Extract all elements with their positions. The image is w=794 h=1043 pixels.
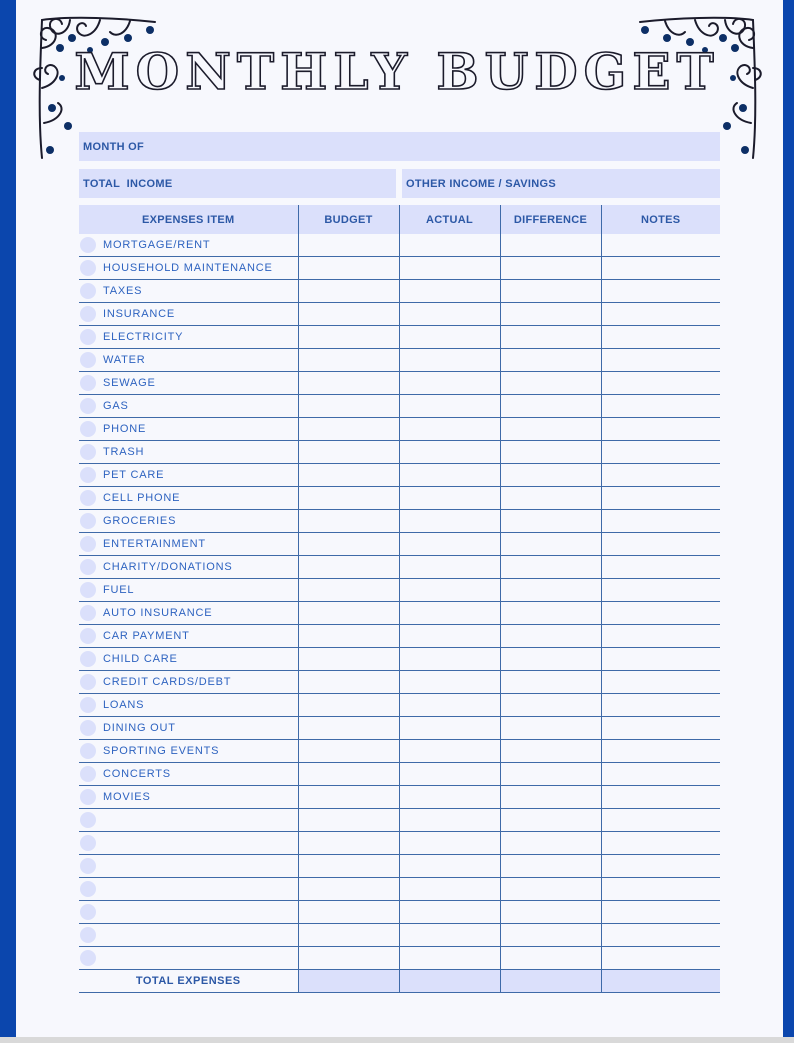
checkbox-circle[interactable]: [80, 835, 96, 851]
budget-cell[interactable]: [298, 510, 399, 533]
actual-cell[interactable]: [399, 234, 500, 257]
table-row: [79, 878, 720, 901]
difference-cell[interactable]: [500, 441, 601, 464]
difference-cell[interactable]: [500, 901, 601, 924]
checkbox-circle[interactable]: [80, 306, 96, 322]
actual-cell[interactable]: [399, 947, 500, 970]
notes-cell[interactable]: [601, 763, 720, 786]
checkbox-circle[interactable]: [80, 398, 96, 414]
difference-cell[interactable]: [500, 878, 601, 901]
expense-item-cell[interactable]: [79, 648, 298, 671]
table-row: [79, 487, 720, 510]
table-row: [79, 533, 720, 556]
expense-item-label: LOANS: [103, 699, 145, 711]
expense-item-label: MOVIES: [103, 791, 151, 803]
expense-item-cell[interactable]: [79, 809, 298, 832]
difference-cell[interactable]: [500, 648, 601, 671]
difference-cell[interactable]: [500, 809, 601, 832]
checkbox-circle[interactable]: [80, 927, 96, 943]
table-row: [79, 441, 720, 464]
total-budget-cell[interactable]: [298, 970, 399, 993]
budget-cell[interactable]: [298, 418, 399, 441]
actual-cell[interactable]: [399, 418, 500, 441]
difference-cell[interactable]: [500, 326, 601, 349]
expense-item-cell[interactable]: [79, 487, 298, 510]
table-row: [79, 464, 720, 487]
actual-cell[interactable]: [399, 303, 500, 326]
actual-cell[interactable]: [399, 832, 500, 855]
expense-item-label: HOUSEHOLD MAINTENANCE: [103, 262, 273, 274]
page-bottom-edge: [0, 1037, 794, 1043]
budget-cell[interactable]: [298, 717, 399, 740]
difference-cell[interactable]: [500, 510, 601, 533]
other-income-label: OTHER INCOME / SAVINGS: [406, 177, 557, 190]
table-row: [79, 372, 720, 395]
budget-cell[interactable]: [298, 924, 399, 947]
table-row: [79, 924, 720, 947]
difference-cell[interactable]: [500, 924, 601, 947]
budget-cell[interactable]: [298, 556, 399, 579]
table-row: [79, 395, 720, 418]
expense-item-cell[interactable]: [79, 234, 298, 257]
difference-cell[interactable]: [500, 280, 601, 303]
actual-cell[interactable]: [399, 533, 500, 556]
column-header: ACTUAL: [399, 205, 500, 234]
table-row: [79, 234, 720, 257]
notes-cell[interactable]: [601, 441, 720, 464]
budget-cell[interactable]: [298, 625, 399, 648]
table-row: [79, 855, 720, 878]
table-row: [79, 809, 720, 832]
actual-cell[interactable]: [399, 510, 500, 533]
difference-cell[interactable]: [500, 487, 601, 510]
expense-item-cell[interactable]: [79, 855, 298, 878]
difference-cell[interactable]: [500, 832, 601, 855]
expense-item-cell[interactable]: [79, 740, 298, 763]
expense-item-cell[interactable]: [79, 717, 298, 740]
expense-item-label: CELL PHONE: [103, 492, 181, 504]
table-row: [79, 257, 720, 280]
table-row: [79, 303, 720, 326]
expenses-table: [79, 205, 720, 993]
checkbox-circle[interactable]: [80, 559, 96, 575]
table-row: [79, 418, 720, 441]
difference-cell[interactable]: [500, 464, 601, 487]
actual-cell[interactable]: [399, 763, 500, 786]
budget-cell[interactable]: [298, 326, 399, 349]
actual-cell[interactable]: [399, 602, 500, 625]
budget-cell[interactable]: [298, 809, 399, 832]
total-expenses-label: TOTAL EXPENSES: [79, 970, 298, 993]
actual-cell[interactable]: [399, 648, 500, 671]
notes-cell[interactable]: [601, 924, 720, 947]
notes-cell[interactable]: [601, 602, 720, 625]
table-row: [79, 740, 720, 763]
total-income-field[interactable]: [79, 169, 396, 198]
table-row: [79, 832, 720, 855]
difference-cell[interactable]: [500, 579, 601, 602]
difference-cell[interactable]: [500, 349, 601, 372]
checkbox-circle[interactable]: [80, 536, 96, 552]
expense-item-label: SEWAGE: [103, 377, 156, 389]
notes-cell[interactable]: [601, 625, 720, 648]
checkbox-circle[interactable]: [80, 881, 96, 897]
budget-cell[interactable]: [298, 671, 399, 694]
notes-cell[interactable]: [601, 487, 720, 510]
checkbox-circle[interactable]: [80, 375, 96, 391]
table-header-row: [79, 205, 720, 234]
actual-cell[interactable]: [399, 671, 500, 694]
actual-cell[interactable]: [399, 625, 500, 648]
checkbox-circle[interactable]: [80, 421, 96, 437]
checkbox-circle[interactable]: [80, 260, 96, 276]
checkbox-circle[interactable]: [80, 858, 96, 874]
checkbox-circle[interactable]: [80, 697, 96, 713]
difference-cell[interactable]: [500, 303, 601, 326]
notes-cell[interactable]: [601, 832, 720, 855]
column-header: NOTES: [601, 205, 720, 234]
actual-cell[interactable]: [399, 257, 500, 280]
expense-item-cell[interactable]: [79, 303, 298, 326]
total-expenses-row: [79, 970, 720, 993]
notes-cell[interactable]: [601, 257, 720, 280]
budget-cell[interactable]: [298, 395, 399, 418]
budget-cell[interactable]: [298, 234, 399, 257]
budget-cell[interactable]: [298, 579, 399, 602]
expense-item-label: TAXES: [103, 285, 143, 297]
notes-cell[interactable]: [601, 855, 720, 878]
expense-item-label: CONCERTS: [103, 768, 171, 780]
budget-cell[interactable]: [298, 832, 399, 855]
expense-item-label: MORTGAGE/RENT: [103, 239, 211, 251]
actual-cell[interactable]: [399, 901, 500, 924]
budget-cell[interactable]: [298, 349, 399, 372]
notes-cell[interactable]: [601, 510, 720, 533]
expense-item-cell[interactable]: [79, 947, 298, 970]
actual-cell[interactable]: [399, 349, 500, 372]
checkbox-circle[interactable]: [80, 674, 96, 690]
budget-cell[interactable]: [298, 487, 399, 510]
checkbox-circle[interactable]: [80, 950, 96, 966]
expense-item-label: ELECTRICITY: [103, 331, 184, 343]
budget-cell[interactable]: [298, 901, 399, 924]
expense-item-cell[interactable]: [79, 372, 298, 395]
expense-item-cell[interactable]: [79, 510, 298, 533]
other-income-field[interactable]: [402, 169, 720, 198]
notes-cell[interactable]: [601, 556, 720, 579]
expense-item-cell[interactable]: [79, 280, 298, 303]
checkbox-circle[interactable]: [80, 628, 96, 644]
expense-item-cell[interactable]: [79, 533, 298, 556]
expense-item-label: CHARITY/DONATIONS: [103, 561, 233, 573]
notes-cell[interactable]: [601, 326, 720, 349]
budget-cell[interactable]: [298, 602, 399, 625]
notes-cell[interactable]: [601, 372, 720, 395]
difference-cell[interactable]: [500, 740, 601, 763]
checkbox-circle[interactable]: [80, 789, 96, 805]
notes-cell[interactable]: [601, 648, 720, 671]
budget-cell[interactable]: [298, 763, 399, 786]
expense-item-cell[interactable]: [79, 763, 298, 786]
expense-item-cell[interactable]: [79, 602, 298, 625]
budget-cell[interactable]: [298, 786, 399, 809]
budget-cell[interactable]: [298, 464, 399, 487]
expense-item-cell[interactable]: [79, 694, 298, 717]
budget-cell[interactable]: [298, 533, 399, 556]
total-actual-cell[interactable]: [399, 970, 500, 993]
notes-cell[interactable]: [601, 349, 720, 372]
difference-cell[interactable]: [500, 257, 601, 280]
notes-cell[interactable]: [601, 947, 720, 970]
checkbox-circle[interactable]: [80, 605, 96, 621]
table-row: [79, 671, 720, 694]
expense-item-label: AUTO INSURANCE: [103, 607, 213, 619]
checkbox-circle[interactable]: [80, 513, 96, 529]
difference-cell[interactable]: [500, 234, 601, 257]
actual-cell[interactable]: [399, 280, 500, 303]
checkbox-circle[interactable]: [80, 743, 96, 759]
expense-item-label: SPORTING EVENTS: [103, 745, 220, 757]
actual-cell[interactable]: [399, 441, 500, 464]
actual-cell[interactable]: [399, 809, 500, 832]
budget-cell[interactable]: [298, 280, 399, 303]
checkbox-circle[interactable]: [80, 720, 96, 736]
notes-cell[interactable]: [601, 901, 720, 924]
expense-item-cell[interactable]: [79, 924, 298, 947]
actual-cell[interactable]: [399, 740, 500, 763]
table-row: [79, 717, 720, 740]
table-row: [79, 349, 720, 372]
budget-cell[interactable]: [298, 441, 399, 464]
difference-cell[interactable]: [500, 556, 601, 579]
notes-cell[interactable]: [601, 418, 720, 441]
budget-cell[interactable]: [298, 303, 399, 326]
expense-item-label: TRASH: [103, 446, 145, 458]
expense-item-cell[interactable]: [79, 464, 298, 487]
difference-cell[interactable]: [500, 625, 601, 648]
checkbox-circle[interactable]: [80, 329, 96, 345]
actual-cell[interactable]: [399, 487, 500, 510]
table-row: [79, 280, 720, 303]
table-row: [79, 510, 720, 533]
expense-item-label: FUEL: [103, 584, 135, 596]
notes-cell[interactable]: [601, 464, 720, 487]
checkbox-circle[interactable]: [80, 467, 96, 483]
expense-item-label: CHILD CARE: [103, 653, 178, 665]
checkbox-circle[interactable]: [80, 766, 96, 782]
actual-cell[interactable]: [399, 717, 500, 740]
notes-cell[interactable]: [601, 234, 720, 257]
checkbox-circle[interactable]: [80, 490, 96, 506]
difference-cell[interactable]: [500, 786, 601, 809]
difference-cell[interactable]: [500, 602, 601, 625]
notes-cell[interactable]: [601, 280, 720, 303]
actual-cell[interactable]: [399, 786, 500, 809]
expense-item-cell[interactable]: [79, 326, 298, 349]
expense-item-label: DINING OUT: [103, 722, 176, 734]
checkbox-circle[interactable]: [80, 283, 96, 299]
checkbox-circle[interactable]: [80, 352, 96, 368]
actual-cell[interactable]: [399, 326, 500, 349]
actual-cell[interactable]: [399, 372, 500, 395]
budget-cell[interactable]: [298, 648, 399, 671]
expense-item-cell[interactable]: [79, 395, 298, 418]
difference-cell[interactable]: [500, 671, 601, 694]
total-notes-cell[interactable]: [601, 970, 720, 993]
notes-cell[interactable]: [601, 395, 720, 418]
budget-cell[interactable]: [298, 878, 399, 901]
column-header: BUDGET: [298, 205, 399, 234]
actual-cell[interactable]: [399, 556, 500, 579]
expense-item-label: GAS: [103, 400, 129, 412]
difference-cell[interactable]: [500, 855, 601, 878]
difference-cell[interactable]: [500, 947, 601, 970]
expense-item-cell[interactable]: [79, 579, 298, 602]
notes-cell[interactable]: [601, 809, 720, 832]
budget-cell[interactable]: [298, 740, 399, 763]
total-income-label: TOTAL INCOME: [83, 177, 173, 190]
table-row: [79, 901, 720, 924]
difference-cell[interactable]: [500, 717, 601, 740]
budget-cell[interactable]: [298, 855, 399, 878]
table-row: [79, 648, 720, 671]
difference-cell[interactable]: [500, 418, 601, 441]
actual-cell[interactable]: [399, 878, 500, 901]
expense-item-cell[interactable]: [79, 257, 298, 280]
notes-cell[interactable]: [601, 878, 720, 901]
expense-item-cell[interactable]: [79, 901, 298, 924]
table-row: [79, 763, 720, 786]
budget-cell[interactable]: [298, 947, 399, 970]
difference-cell[interactable]: [500, 533, 601, 556]
expense-item-label: ENTERTAINMENT: [103, 538, 206, 550]
table-row: [79, 694, 720, 717]
expense-item-cell[interactable]: [79, 832, 298, 855]
notes-cell[interactable]: [601, 717, 720, 740]
notes-cell[interactable]: [601, 533, 720, 556]
actual-cell[interactable]: [399, 924, 500, 947]
notes-cell[interactable]: [601, 786, 720, 809]
notes-cell[interactable]: [601, 694, 720, 717]
expense-item-label: GROCERIES: [103, 515, 177, 527]
notes-cell[interactable]: [601, 671, 720, 694]
actual-cell[interactable]: [399, 395, 500, 418]
total-difference-cell[interactable]: [500, 970, 601, 993]
table-row: [79, 602, 720, 625]
checkbox-circle[interactable]: [80, 237, 96, 253]
expense-item-cell[interactable]: [79, 878, 298, 901]
expense-item-label: INSURANCE: [103, 308, 175, 320]
checkbox-circle[interactable]: [80, 444, 96, 460]
checkbox-circle[interactable]: [80, 582, 96, 598]
expense-item-label: CAR PAYMENT: [103, 630, 190, 642]
table-row: [79, 947, 720, 970]
column-header: DIFFERENCE: [500, 205, 601, 234]
expense-item-label: WATER: [103, 354, 146, 366]
actual-cell[interactable]: [399, 855, 500, 878]
checkbox-circle[interactable]: [80, 651, 96, 667]
notes-cell[interactable]: [601, 579, 720, 602]
checkbox-circle[interactable]: [80, 904, 96, 920]
actual-cell[interactable]: [399, 694, 500, 717]
table-row: [79, 625, 720, 648]
checkbox-circle[interactable]: [80, 812, 96, 828]
actual-cell[interactable]: [399, 579, 500, 602]
budget-cell[interactable]: [298, 694, 399, 717]
difference-cell[interactable]: [500, 395, 601, 418]
table-row: [79, 786, 720, 809]
expense-item-cell[interactable]: [79, 556, 298, 579]
notes-cell[interactable]: [601, 303, 720, 326]
table-row: [79, 326, 720, 349]
difference-cell[interactable]: [500, 763, 601, 786]
expense-item-cell[interactable]: [79, 625, 298, 648]
table-row: [79, 579, 720, 602]
table-row: [79, 556, 720, 579]
expense-item-cell[interactable]: [79, 786, 298, 809]
expense-item-cell[interactable]: [79, 418, 298, 441]
month-of-label: MONTH OF: [83, 140, 145, 153]
actual-cell[interactable]: [399, 464, 500, 487]
difference-cell[interactable]: [500, 372, 601, 395]
month-of-field[interactable]: [79, 132, 720, 161]
column-header: EXPENSES ITEM: [79, 205, 298, 234]
expense-item-cell[interactable]: [79, 349, 298, 372]
page-title: MONTHLY BUDGET: [74, 42, 720, 101]
expense-item-label: PHONE: [103, 423, 147, 435]
expense-item-label: CREDIT CARDS/DEBT: [103, 676, 232, 688]
budget-cell[interactable]: [298, 257, 399, 280]
expense-item-cell[interactable]: [79, 671, 298, 694]
budget-cell[interactable]: [298, 372, 399, 395]
notes-cell[interactable]: [601, 740, 720, 763]
expense-item-label: PET CARE: [103, 469, 165, 481]
expense-item-cell[interactable]: [79, 441, 298, 464]
difference-cell[interactable]: [500, 694, 601, 717]
